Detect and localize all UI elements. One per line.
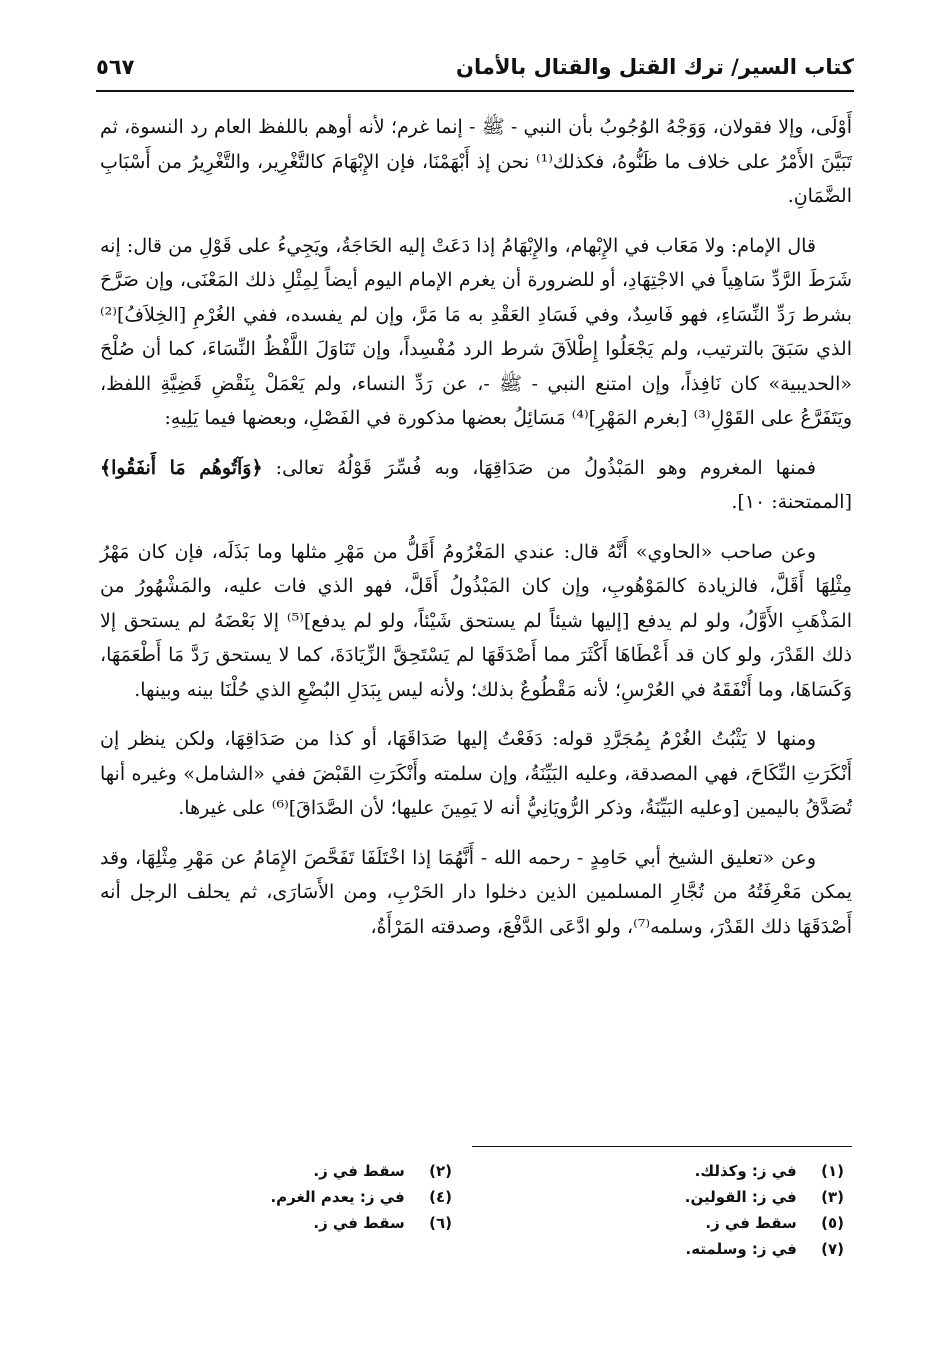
footnote-number: (٤) — [429, 1188, 452, 1206]
footnote-item — [492, 1184, 844, 1210]
footnotes — [100, 1158, 844, 1262]
header-divider — [96, 90, 854, 92]
paragraph: أَوْلَى، وإلا فقولان، وَوَجْهُ الوُجُوبُ بأن النبي - ﷺ - إنما غرم؛ لأنه أوهم باللفظ العام رد النسوة، ثم تَبَيَّنَ الأَمْرُ على خلاف ما ظَنُّوهُ، فكذلك⁽¹⁾ نحن إذ أَبْهَمْنَا، فإن الإِبْهَامَ كالتَّغْرِير، والتَّغْرِيرُ من أَسْبَابِ الضَّمَانِ. — [100, 116, 852, 207]
paragraph: ومنها لا يَثْبُتُ الغُرْمُ بِمُجَرَّدِ قوله: دَفَعْتُ إليها صَدَاقَهَا، أو كذا من صَدَاقِهَا، ولكن ينظر إن أَنْكَرَتِ النِّكَاحَ، فهي المصدقة، وعليه البَيِّنَةُ، وإن سلمته وأَنْكَرَتِ القَبْضَ ففي «الشامل» وغيره أنها تُصَدَّقُ باليمين [وعليه البَيِّنَةُ، وذكر الرُّويَانِيُّ أنه لا يَمِينَ عليها؛ لأن الصَّدَاقَ]⁽⁶⁾ على غيرها. — [100, 728, 852, 819]
paragraph: قال الإمام: ولا مَعَاب في الإِبْهام، والإِبْهَامُ إذا دَعَتْ إليه الحَاجَةُ، ويَجِيءُ على قَوْلِ من قال: إنه شَرَطَ الرَّدِّ سَاهِياً في الاجْتِهَادِ، أو للضرورة أن يغرم الإمام اليوم أيضاً لِمِثْلِ ذلك المَعْنَى، وإن صَرَّحَ بشرط رَدِّ النِّسَاءِ، فهو فَاسِدٌ، وفي فَسَادِ العَقْدِ به مَا مَرَّ، وإن لم يفسده، ففي الغُرْمِ [الخِلاَفُ]⁽²⁾ الذي سَبَقَ بالترتيب، ولم يَجْعَلُوا إِطْلاَقَ شرط الرد مُفْسِداً، وإن تَنَاوَلَ اللَّفْظُ النِّسَاءَ، كما أن صُلْحَ «الحديبية» كان نَافِذاً، وإن امتنع النبي - ﷺ -، عن رَدِّ النساء، ولم يَعْمَلْ بِنَقْضِ قَضِيَّةِ اللفظ، ويَتَفَرَّعُ على القَوْلِ⁽³⁾ [بغرم المَهْرِ]⁽⁴⁾ مَسَائِلُ بعضها مذكورة في الفَصْلِ، وبعضها فيما يَلِيهِ: — [100, 234, 852, 429]
running-title: كتاب السير/ ترك القتل والقتال بالأمان — [456, 55, 854, 79]
page-number: ٥٦٧ — [96, 55, 135, 79]
footnote-number: (٦) — [429, 1214, 452, 1232]
footnote-number: (٣) — [821, 1188, 844, 1206]
paragraph-with-verse — [100, 451, 852, 520]
paragraph: وعن صاحب «الحاوي» أَنَّهُ قال: عندي المَغْرُومُ أَقَلُّ من مَهْرِ مثلها وما بَذَلَه، فإن كان مَهْرُ مِثْلِهَا أَقَلَّ، فالزيادة كالمَوْهُوبِ، وإن كان المَبْذُولُ أَقَلَّ، فهو الذي فات عليه، والمَشْهُورُ من المَذْهَبِ الأَوَّلُ، ولو لم يدفع [إليها شيئاً لم يستحق شَيْئاً، ولو لم يدفع]⁽⁵⁾ إلا بَعْضَهُ لم يستحق إلا ذلك القَدْرَ، ولو كان قد أَعْطَاهَا أَكْثَرَ مما أَصْدَقَهَا لم يَسْتَحِقَّ الزِّيَادَةَ، كما لا يستحق رَدَّ مَا أَطْعَمَهَا، وَكَسَاهَا، وما أَنْفَقَهُ في العُرْسِ؛ لأنه مَقْطُوعٌ بذلك؛ ولأنه ليس بِبَدَلِ البُضْعِ الذي حُلْنَا بينه وبينها. — [100, 540, 852, 701]
footnote-number: (٧) — [821, 1240, 844, 1258]
paragraph: وعن «تعليق الشيخ أبي حَامِدٍ - رحمه الله - أَنَّهُمَا إذا اخْتَلَفَا تَفَحَّصَ الإِمَامُ عن مَهْرِ مِثْلِهَا، وقد يمكن مَعْرِفَتُهُ من تُجَّارِ المسلمين الذين دخلوا دار الحَرْبِ، ومن الأَسَارَى، ثم يحلف الرجل أنه أَصْدَقَهَا ذلك القَدْرَ، وسلمه⁽⁷⁾، ولو ادَّعَى الدَّفْعَ، وصدقته المَرْأَةُ، — [100, 846, 852, 938]
footnote-divider — [472, 1146, 852, 1147]
footnote-item — [492, 1158, 844, 1184]
footnote-item — [492, 1210, 844, 1236]
page-header — [96, 48, 854, 86]
footnote-text: سقط في ز. — [313, 1162, 405, 1180]
main-text — [100, 110, 852, 959]
footnote-text: في ز: وسلمته. — [685, 1240, 797, 1258]
quran-verse: ﴿وَآتُوهُم مَا أَنفَقُوا﴾ — [100, 456, 263, 479]
footnote-text: في ز: القولين. — [684, 1188, 797, 1206]
verse-citation: [الممتحنة: ١٠]. — [731, 491, 852, 513]
footnote-item — [100, 1184, 452, 1210]
verse-intro: فمنها المغروم وهو المَبْذُولُ من صَدَاقِهَا، وبه فُسِّرَ قَوْلُهُ تعالى: — [262, 456, 816, 479]
footnote-item — [492, 1236, 844, 1262]
footnote-text: سقط في ز. — [313, 1214, 405, 1232]
footnote-number: (٥) — [821, 1214, 844, 1232]
footnote-text: سقط في ز. — [705, 1214, 797, 1232]
footnote-text: في ز: وكذلك. — [694, 1162, 797, 1180]
footnote-number: (١) — [821, 1162, 844, 1180]
footnote-item — [100, 1210, 452, 1236]
footnote-text: في ز: يعدم الغرم. — [270, 1188, 405, 1206]
footnote-number: (٢) — [429, 1162, 452, 1180]
footnote-item — [100, 1158, 452, 1184]
